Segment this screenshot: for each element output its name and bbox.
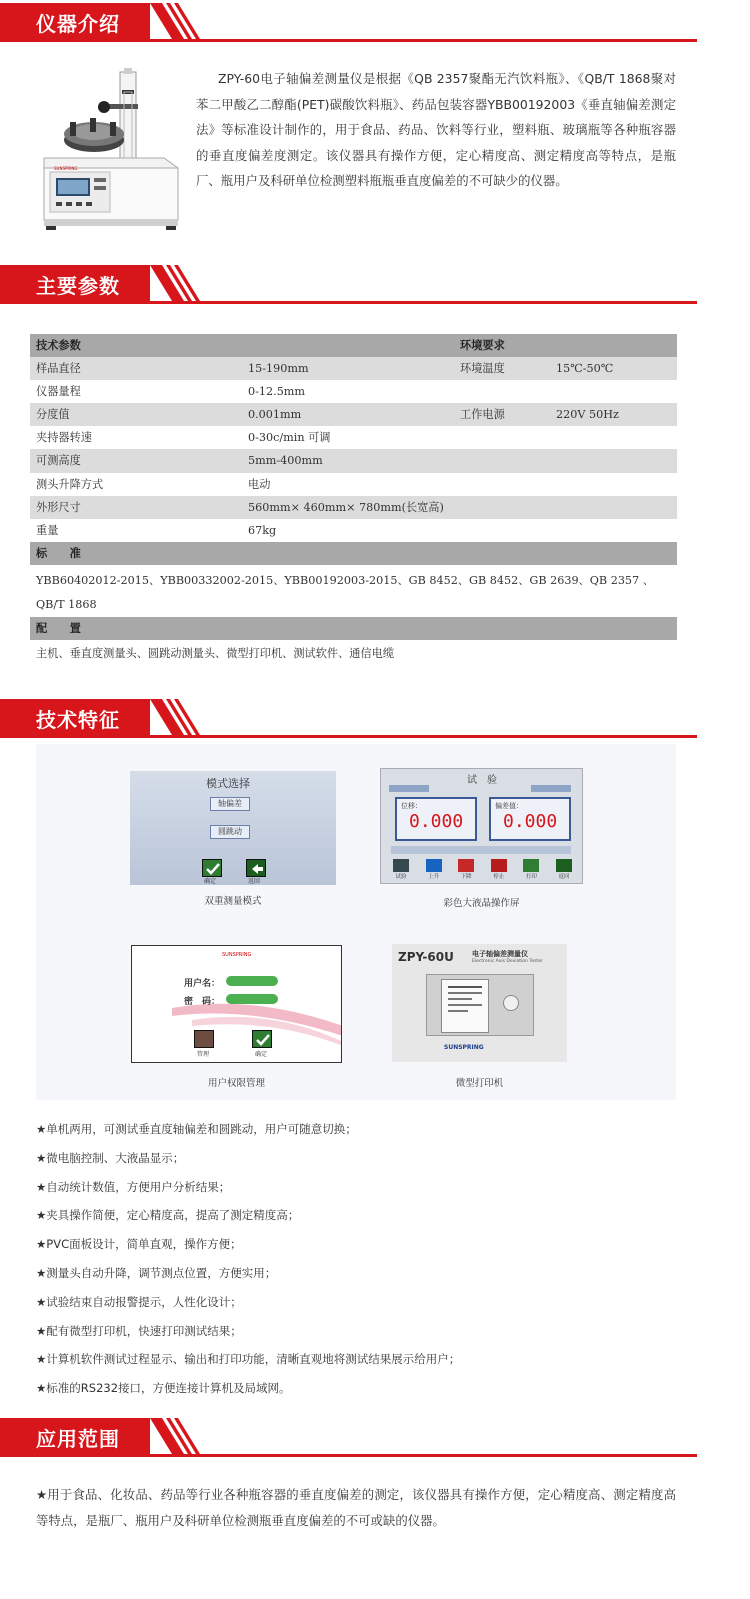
users-icon bbox=[194, 1030, 214, 1048]
print-icon bbox=[523, 859, 539, 872]
return-button: 返回 bbox=[550, 859, 578, 881]
printer-body bbox=[426, 974, 534, 1036]
standard-line-2: QB/T 1868 bbox=[36, 598, 97, 611]
intro-paragraph: ZPY-60电子轴偏差测量仪是根据《QB 2357聚酯无汽饮料瓶》、《QB/T 1868聚对苯二甲酸乙二醇酯(PET)碳酸饮料瓶》、药品包装容器YBB00192003《垂直轴偏差测定法》等标准设计制作的，用于食品、药品、饮料等行业，塑料瓶、玻璃瓶等各种瓶容器的垂直度偏差度测定。该仪器具有操作方便，定心精度高、测定精度高等特点，是瓶厂、瓶用户及科研单位检测塑料瓶瓶垂直度偏差的不可缺少的仪器。 bbox=[196, 71, 676, 188]
printer-brand: SUNSPRING bbox=[444, 1044, 484, 1051]
receipt-paper bbox=[441, 979, 489, 1033]
table-row: 可测高度 5mm-400mm bbox=[30, 449, 677, 472]
header-stripes-decoration bbox=[150, 1418, 210, 1457]
header-stripes-decoration bbox=[150, 265, 210, 304]
login-background-swoosh bbox=[132, 946, 342, 1063]
config-header-row: 配 置 bbox=[30, 617, 677, 640]
list-item: ★配有微型打印机，快速打印测试结果； bbox=[36, 1323, 242, 1338]
deviation-value: 0.000 bbox=[503, 811, 558, 832]
list-item: ★测量头自动升降，调节测点位置，方便实用； bbox=[36, 1265, 277, 1280]
axis-deviation-button: 轴偏差 bbox=[210, 797, 250, 811]
section-header-application bbox=[0, 1418, 750, 1462]
caption-login: 用户权限管理 bbox=[207, 1078, 265, 1089]
list-item: ★PVC面板设计，简单直观，操作方便； bbox=[36, 1237, 242, 1252]
mode-select-title: 模式选择 bbox=[206, 777, 250, 790]
check-icon bbox=[202, 859, 222, 877]
table-row: 重量 67kg bbox=[30, 519, 677, 542]
table-row: 夹持器转速 0-30c/min 可调 bbox=[30, 426, 677, 449]
up-button: 上升 bbox=[420, 859, 448, 881]
header-stripes-decoration bbox=[150, 699, 210, 738]
lcd-title: 试 验 bbox=[467, 775, 497, 786]
section-title: 技术特征 bbox=[36, 708, 120, 732]
feature-bullet-list bbox=[36, 1115, 696, 1403]
list-item: ★微电脑控制、大液晶显示； bbox=[36, 1150, 185, 1165]
deviation-display: 偏差值： 0.000 bbox=[489, 797, 571, 841]
lcd-screenshot bbox=[380, 768, 583, 884]
list-item: ★单机两用，可测试垂直度轴偏差和圆跳动，用户可随意切换； bbox=[36, 1122, 357, 1136]
config-text: 主机、垂直度测量头、圆跳动测量头、微型打印机、测试软件、通信电缆 bbox=[36, 647, 395, 660]
printer-screenshot bbox=[392, 944, 567, 1062]
standard-header-row: 标 准 bbox=[30, 542, 677, 565]
up-arrow-icon bbox=[426, 859, 442, 872]
config-table bbox=[30, 617, 677, 640]
radial-runout-button: 圆跳动 bbox=[210, 825, 250, 839]
password-field bbox=[226, 994, 278, 1004]
table-row: 测头升降方式 电动 bbox=[30, 473, 677, 496]
username-field bbox=[226, 976, 278, 986]
mode-select-screenshot: 模式选择 轴偏差 圆跳动 确定 返回 bbox=[130, 771, 336, 885]
caption-printer: 微型打印机 bbox=[455, 1078, 504, 1089]
test-icon bbox=[393, 859, 409, 872]
table-row: 仪器量程 0-12.5mm bbox=[30, 380, 677, 403]
back-arrow-icon bbox=[246, 859, 266, 877]
list-item: ★夹具操作简便，定心精度高，提高了测定精度高； bbox=[36, 1208, 300, 1223]
list-item: ★计算机软件测试过程显示、输出和打印功能，清晰直观地将测试结果展示给用户； bbox=[36, 1352, 461, 1367]
standard-line-1: YBB60402012-2015、YBB00332002-2015、YBB00192003-2015、GB 8452、GB 8452、GB 2639、QB 2357 、 bbox=[36, 574, 654, 587]
section-title: 应用范围 bbox=[36, 1427, 120, 1451]
table-row: 外形尺寸 560mm× 460mm× 780mm(长宽高) bbox=[30, 496, 677, 519]
header-env-requirements: 环境要求 bbox=[460, 338, 505, 352]
device-brand-label: SUNSPRING bbox=[54, 166, 78, 171]
section-header-params bbox=[0, 265, 750, 309]
login-screenshot: SUNSPRING 用户名： 密 码： 管理 确定 bbox=[131, 945, 342, 1063]
section-title: 仪器介绍 bbox=[36, 12, 120, 36]
list-item: ★标准的RS232接口，方便连接计算机及局域网。 bbox=[36, 1381, 291, 1396]
printer-name-en: Electronic Axis Deviation Tester bbox=[472, 959, 543, 964]
down-button: 下降 bbox=[452, 859, 480, 881]
list-item: ★自动统计数值，方便用户分析结果； bbox=[36, 1179, 231, 1194]
header-stripes-decoration bbox=[150, 3, 210, 42]
parameters-table bbox=[30, 334, 677, 565]
list-item: ★试验结束自动报警提示，人性化设计； bbox=[36, 1294, 242, 1309]
printer-feed-button bbox=[503, 995, 519, 1011]
table-row: 分度值 0.001mm 工作电源 220V 50Hz bbox=[30, 403, 677, 426]
login-brand: SUNSPRING bbox=[222, 952, 252, 958]
down-arrow-icon bbox=[458, 859, 474, 872]
print-button: 打印 bbox=[517, 859, 545, 881]
lcd-button-bar bbox=[387, 859, 578, 881]
section-header-features bbox=[0, 699, 750, 743]
displacement-value: 0.000 bbox=[409, 811, 464, 832]
check-icon bbox=[252, 1030, 272, 1048]
printer-model: ZPY-60U bbox=[398, 950, 454, 964]
test-button: 试验 bbox=[387, 859, 415, 881]
caption-mode: 双重测量模式 bbox=[204, 896, 262, 907]
caption-lcd: 彩色大液晶操作屏 bbox=[443, 898, 520, 909]
stop-button: 停止 bbox=[485, 859, 513, 881]
displacement-display: 位移： 0.000 bbox=[395, 797, 477, 841]
table-header-row bbox=[30, 334, 677, 357]
printer-name-cn: 电子轴偏差测量仪 bbox=[472, 950, 528, 958]
table-row: 样品直径 15-190mm 环境温度 15℃-50℃ bbox=[30, 357, 677, 380]
header-tech-params: 技术参数 bbox=[36, 338, 81, 352]
section-title: 主要参数 bbox=[36, 274, 120, 298]
stop-icon bbox=[491, 859, 507, 872]
back-arrow-icon bbox=[556, 859, 572, 872]
section-header-intro bbox=[0, 3, 750, 47]
application-paragraph: ★用于食品、化妆品、药品等行业各种瓶容器的垂直度偏差的测定，该仪器具有操作方便，定心精度高、测定精度高等特点，是瓶厂、瓶用户及科研单位检测瓶垂直度偏差的不可或缺的仪器。 bbox=[36, 1487, 676, 1528]
instrument-photo bbox=[36, 62, 186, 237]
